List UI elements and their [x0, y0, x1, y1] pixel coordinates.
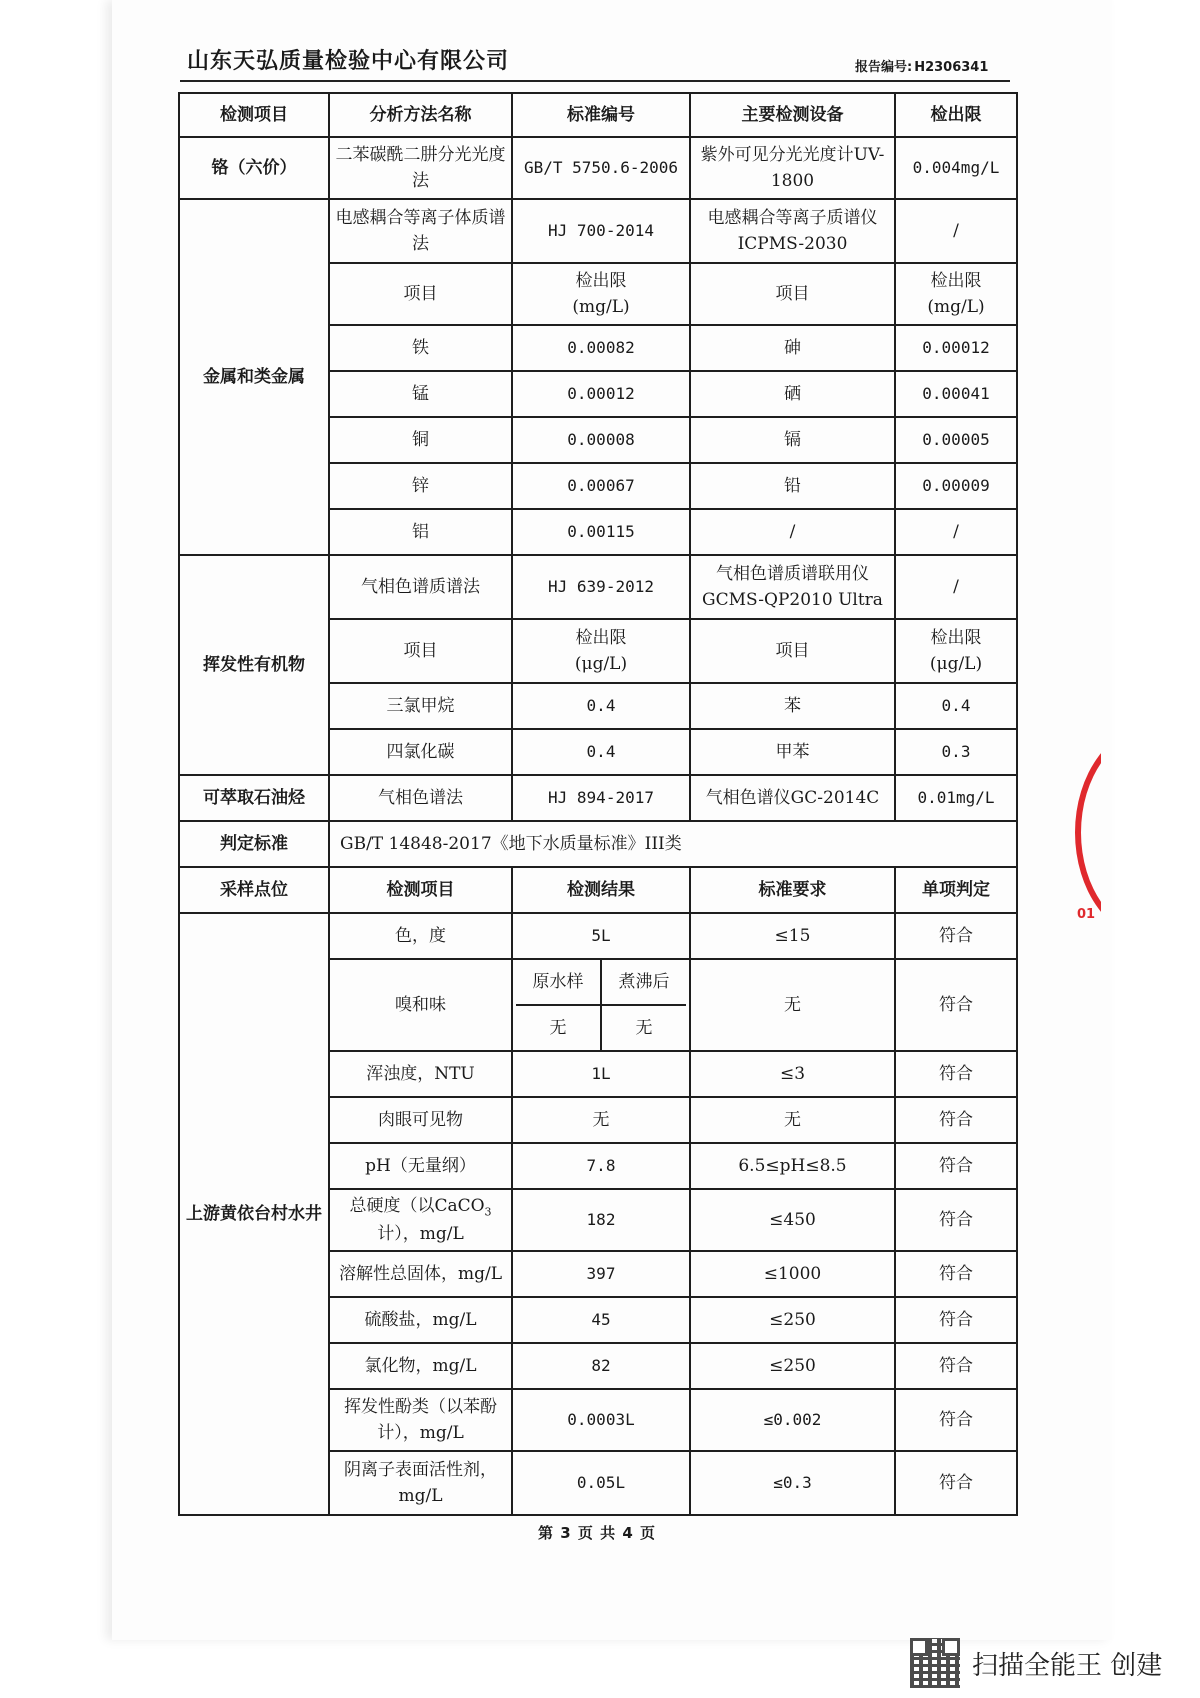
- metal-name: /: [690, 509, 895, 555]
- metal-limit: /: [895, 509, 1017, 555]
- result-value: 无: [512, 1097, 690, 1143]
- compound-name: 四氯化碳: [329, 729, 512, 775]
- metal-name: 硒: [690, 371, 895, 417]
- col-header-equipment: 主要检测设备: [690, 93, 895, 137]
- hardness-item: [329, 1189, 512, 1251]
- petroleum-method: 气相色谱法: [329, 775, 512, 821]
- col-header-verdict: 单项判定: [895, 867, 1017, 913]
- metals-method: 电感耦合等离子体质谱法: [329, 199, 512, 263]
- result-requirement: ≤3: [690, 1051, 895, 1097]
- result-item: 溶解性总固体，mg/L: [329, 1251, 512, 1297]
- metal-limit: 0.00067: [512, 463, 690, 509]
- hardness-item-post: 计），mg/L: [377, 1223, 464, 1244]
- odor-raw-value: 无: [516, 1005, 601, 1050]
- metal-name: 铁: [329, 325, 512, 371]
- result-verdict: 符合: [895, 1143, 1017, 1189]
- volatile-limit: /: [895, 555, 1017, 619]
- metal-limit: 0.00012: [895, 325, 1017, 371]
- chromium-limit: 0.004mg/L: [895, 137, 1017, 199]
- metals-subheader-limit-a-label: 检出限: [575, 270, 627, 291]
- report-number: [853, 56, 988, 75]
- result-item: 挥发性酚类（以苯酚计），mg/L: [329, 1389, 512, 1451]
- odor-requirement: 无: [690, 959, 895, 1051]
- metals-item: 金属和类金属: [179, 199, 329, 555]
- volatile-subheader-unit-b: (μg/L): [929, 654, 983, 674]
- header-divider: [180, 80, 1010, 82]
- metal-name: 锌: [329, 463, 512, 509]
- result-verdict: 符合: [895, 913, 1017, 959]
- result-verdict: 符合: [895, 1343, 1017, 1389]
- metals-subheader-limit-b: [895, 263, 1017, 325]
- volatile-standard: HJ 639-2012: [512, 555, 690, 619]
- scanner-watermark-text: 扫描全能王 创建: [972, 1650, 1163, 1681]
- result-requirement: ≤0.002: [690, 1389, 895, 1451]
- metal-name: 铝: [329, 509, 512, 555]
- petroleum-row: [179, 775, 1017, 821]
- criteria-row: [179, 821, 1017, 867]
- petroleum-standard: HJ 894-2017: [512, 775, 690, 821]
- odor-result: [512, 959, 690, 1051]
- metals-subheader-item-a: 项目: [329, 263, 512, 325]
- criteria-value: GB/T 14848-2017《地下水质量标准》III类: [329, 821, 1017, 867]
- metals-subheader-item-b: 项目: [690, 263, 895, 325]
- stamp-number: 01: [1077, 907, 1096, 922]
- chromium-row: [179, 137, 1017, 199]
- metal-name: 铜: [329, 417, 512, 463]
- compound-name: 三氯甲烷: [329, 683, 512, 729]
- result-value: 397: [512, 1251, 690, 1297]
- report-number-label: 报告编号:: [855, 60, 913, 75]
- qr-code-icon: [910, 1638, 960, 1688]
- compound-limit: 0.4: [512, 683, 690, 729]
- company-name: 山东天弘质量检验中心有限公司: [187, 49, 510, 74]
- result-value: 7.8: [512, 1143, 690, 1189]
- result-value: 1L: [512, 1051, 690, 1097]
- metals-subheader-limit-b-label: 检出限: [930, 270, 982, 291]
- petroleum-limit: 0.01mg/L: [895, 775, 1017, 821]
- result-verdict: 符合: [895, 1451, 1017, 1515]
- metal-limit: 0.00041: [895, 371, 1017, 417]
- metal-limit: 0.00005: [895, 417, 1017, 463]
- metal-limit: 0.00009: [895, 463, 1017, 509]
- hardness-item-pre: 总硬度（以CaCO: [349, 1196, 485, 1217]
- odor-boiled-value: 无: [635, 1017, 653, 1038]
- metal-limit: 0.00115: [512, 509, 690, 555]
- hardness-requirement: ≤450: [690, 1189, 895, 1251]
- result-requirement: ≤0.3: [690, 1451, 895, 1515]
- result-requirement: ≤15: [690, 913, 895, 959]
- metal-limit: 0.00008: [512, 417, 690, 463]
- compound-limit: 0.3: [895, 729, 1017, 775]
- scanner-watermark: [910, 1638, 1162, 1688]
- methods-header-row: [179, 93, 1017, 137]
- metal-name: 镉: [690, 417, 895, 463]
- col-header-standard: 标准编号: [512, 93, 690, 137]
- result-item: 色，度: [329, 913, 512, 959]
- chromium-standard: GB/T 5750.6-2006: [512, 137, 690, 199]
- col-header-limit: 检出限: [895, 93, 1017, 137]
- col-header-item: 检测项目: [179, 93, 329, 137]
- col-header-test-item: 检测项目: [329, 867, 512, 913]
- col-header-site: 采样点位: [179, 867, 329, 913]
- odor-subtable: [516, 960, 686, 1050]
- volatile-subheader-limit-a: [512, 619, 690, 683]
- chromium-method: 二苯碳酰二肼分光光度法: [329, 137, 512, 199]
- volatile-method-row: [179, 555, 1017, 619]
- red-seal-stamp: [1075, 725, 1101, 940]
- result-value: 5L: [512, 913, 690, 959]
- col-header-requirement: 标准要求: [690, 867, 895, 913]
- result-requirement: ≤250: [690, 1297, 895, 1343]
- volatile-equipment: 气相色谱质谱联用仪GCMS-QP2010 Ultra: [690, 555, 895, 619]
- result-requirement: ≤1000: [690, 1251, 895, 1297]
- col-header-method: 分析方法名称: [329, 93, 512, 137]
- metals-subheader-unit-b: (mg/L): [927, 297, 985, 317]
- odor-boiled-label: 煮沸后: [601, 960, 686, 1005]
- odor-verdict: 符合: [895, 959, 1017, 1051]
- volatile-item: 挥发性有机物: [179, 555, 329, 775]
- metal-name: 铅: [690, 463, 895, 509]
- compound-name: 甲苯: [690, 729, 895, 775]
- result-value: 45: [512, 1297, 690, 1343]
- report-table: [178, 92, 1018, 1516]
- petroleum-item: 可萃取石油烃: [179, 775, 329, 821]
- results-header-row: [179, 867, 1017, 913]
- volatile-subheader-limit-b: [895, 619, 1017, 683]
- metal-limit: 0.00082: [512, 325, 690, 371]
- metal-name: 砷: [690, 325, 895, 371]
- page-number: 第 3 页 共 4 页: [538, 1524, 656, 1542]
- result-requirement: 6.5≤pH≤8.5: [690, 1143, 895, 1189]
- result-requirement: 无: [690, 1097, 895, 1143]
- result-item: pH（无量纲）: [329, 1143, 512, 1189]
- metal-limit: 0.00012: [512, 371, 690, 417]
- chromium-item: 铬（六价）: [179, 137, 329, 199]
- result-item: 阴离子表面活性剂，mg/L: [329, 1451, 512, 1515]
- chromium-equipment: 紫外可见分光光度计UV-1800: [690, 137, 895, 199]
- result-requirement: ≤250: [690, 1343, 895, 1389]
- metal-name: 锰: [329, 371, 512, 417]
- result-item: 硫酸盐，mg/L: [329, 1297, 512, 1343]
- criteria-label: 判定标准: [179, 821, 329, 867]
- metals-limit: /: [895, 199, 1017, 263]
- compound-limit: 0.4: [895, 683, 1017, 729]
- compound-name: 苯: [690, 683, 895, 729]
- volatile-subheader-unit-a: (μg/L): [574, 654, 628, 674]
- result-value: 82: [512, 1343, 690, 1389]
- result-value: 0.0003L: [512, 1389, 690, 1451]
- volatile-subheader-item-b: 项目: [690, 619, 895, 683]
- result-item: 氯化物，mg/L: [329, 1343, 512, 1389]
- metals-subheader-limit-a: [512, 263, 690, 325]
- result-verdict: 符合: [895, 1097, 1017, 1143]
- col-header-result: 检测结果: [512, 867, 690, 913]
- volatile-subheader-limit-a-label: 检出限: [575, 627, 627, 648]
- compound-limit: 0.4: [512, 729, 690, 775]
- odor-item: 嗅和味: [329, 959, 512, 1051]
- result-item: 肉眼可见物: [329, 1097, 512, 1143]
- report-number-value: H2306341: [914, 60, 989, 75]
- metals-standard: HJ 700-2014: [512, 199, 690, 263]
- volatile-subheader-limit-b-label: 检出限: [930, 627, 982, 648]
- metals-method-row: [179, 199, 1017, 263]
- hardness-item-sub: 3: [484, 1205, 492, 1219]
- volatile-subheader-item-a: 项目: [329, 619, 512, 683]
- result-verdict: 符合: [895, 1389, 1017, 1451]
- volatile-method: 气相色谱质谱法: [329, 555, 512, 619]
- hardness-result: 182: [512, 1189, 690, 1251]
- table-row: [179, 913, 1017, 959]
- metals-equipment: 电感耦合等离子质谱仪ICPMS-2030: [690, 199, 895, 263]
- hardness-verdict: 符合: [895, 1189, 1017, 1251]
- result-verdict: 符合: [895, 1051, 1017, 1097]
- sampling-site: 上游黄依台村水井: [179, 913, 329, 1515]
- result-verdict: 符合: [895, 1297, 1017, 1343]
- metals-subheader-unit-a: (mg/L): [572, 297, 630, 317]
- petroleum-equipment: 气相色谱仪GC-2014C: [690, 775, 895, 821]
- result-item: 浑浊度，NTU: [329, 1051, 512, 1097]
- result-verdict: 符合: [895, 1251, 1017, 1297]
- odor-raw-label: 原水样: [516, 960, 601, 1005]
- result-value: 0.05L: [512, 1451, 690, 1515]
